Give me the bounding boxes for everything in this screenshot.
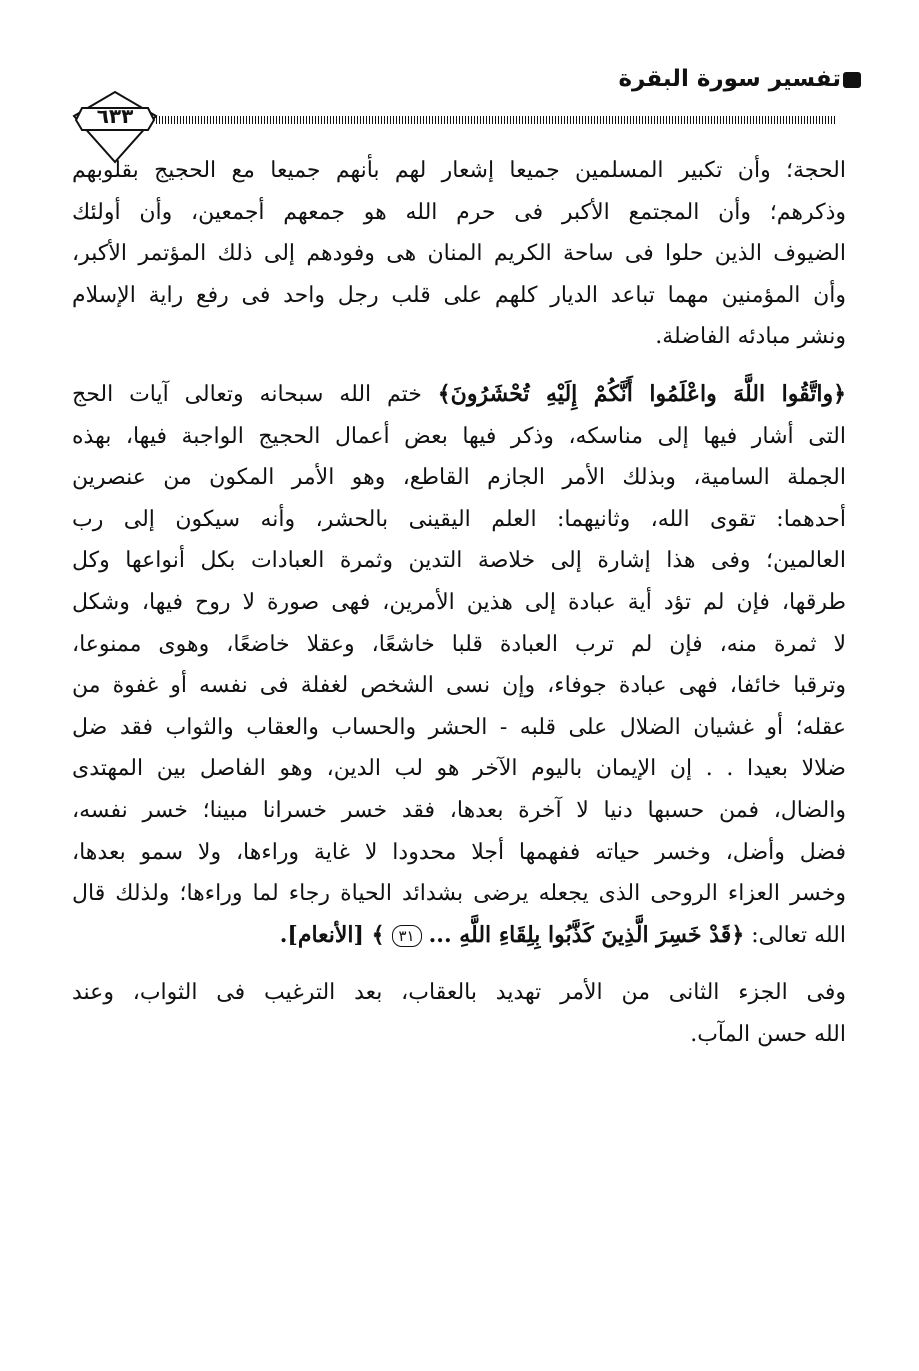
header-bullet-icon <box>843 72 861 88</box>
text-line: الضيوف الذين حلوا فى ساحة الكريم المنان هى وفودهم إلى ذلك المؤتمر الأكبر، <box>72 241 846 267</box>
text-line: طرقها، فإن لم تؤد أية عبادة إلى هذين الأمرين، فهى صورة لا روح فيها، وشكل <box>72 589 846 615</box>
text-line: ضلالا بعيدا . . إن الإيمان باليوم الآخر هو لب الدين، وهو الفاصل بين المهتدى <box>72 756 846 782</box>
text-line <box>72 915 846 957</box>
page-number: ٦٣٣ <box>96 104 134 128</box>
text-line: وذكرهم؛ وأن المجتمع الأكبر فى حرم الله هو جمعهم أجمعين، وأن أولئك <box>72 199 846 225</box>
text-line: وأن المؤمنين مهما تباعد الديار كلهم على قلب رجل واحد فى رفع راية الإسلام <box>72 282 846 308</box>
quran-verse: ﴿واتَّقُوا اللَّهَ واعْلَمُوا أَنَّكُمْ إِلَيْهِ تُحْشَرُونَ﴾ <box>437 380 846 407</box>
text-line: الجملة السامية، وبذلك الأمر الجازم القاطع، وهو الأمر المكون من عنصرين <box>72 465 846 491</box>
text-line: وترقبا خائفا، فهى عبادة جوفاء، وإن نسى الشخص لغفلة فى نفسه أو غفوة من <box>72 673 846 699</box>
text-segment: الله تعالى: <box>751 922 846 948</box>
text-line: الله حسن المآب. <box>690 1021 846 1047</box>
paragraph-1 <box>72 150 846 358</box>
text-line: التى أشار فيها إلى مناسكه، وذكر فيها بعض أعمال الحجيج الواجبة فيها، بهذه <box>72 423 846 449</box>
text-segment: ختم الله سبحانه وتعالى آيات الحج <box>72 381 422 407</box>
text-line: عقله؛ أو غشيان الضلال على قلبه - الحشر والحساب والعقاب والثواب فقد ضل <box>72 714 846 740</box>
quran-verse: ﴿قَدْ خَسِرَ الَّذِينَ كَذَّبُوا بِلِقَاءِ اللَّهِ ... <box>428 921 745 948</box>
text-line: لا ثمرة منه، فإن لم ترب العبادة قلبا خاشعًا، وعقلا خاضعًا، وهوى ممنوعا، <box>72 631 846 657</box>
text-line: الحجة؛ وأن تكبير المسلمين جميعا إشعار لهم بأنهم جميعا مع الحجيج بقلوبهم <box>72 158 846 183</box>
surah-reference: ﴾ [الأنعام]. <box>279 921 385 948</box>
text-line: وفى الجزء الثانى من الأمر تهديد بالعقاب، بعد الترغيب فى الثواب، وعند <box>72 980 846 1006</box>
text-line <box>72 374 846 416</box>
text-line: أحدهما: تقوى الله، وثانيهما: العلم اليقينى بالحشر، وأنه سيكون إلى رب <box>72 506 846 532</box>
header-rule <box>156 116 837 124</box>
text-line: العالمين؛ وفى هذا إشارة إلى خلاصة التدين وثمرة العبادات بكل أنواعها وكل <box>72 548 846 574</box>
running-header-title: تفسير سورة البقرة <box>618 66 841 92</box>
text-line: وخسر العزاء الروحى الذى يجعله يرضى بشدائد الحياة رجاء لما وراءها؛ ولذلك قال <box>72 881 846 907</box>
text-line: ونشر مبادئه الفاضلة. <box>655 324 846 350</box>
paragraph-2 <box>72 374 846 956</box>
text-line: فضل وأضل، وخسر حياته ففهمها أجلا محدودا لا غاية وراءها، ولا سمو بعدها، <box>72 839 846 865</box>
body-text <box>72 150 846 1055</box>
ayah-number: ٣١ <box>392 925 422 947</box>
text-line: والضال، فمن حسبها دنيا لا آخرة بعدها، فقد خسر خسرانا مبينا؛ خسر نفسه، <box>72 797 846 823</box>
paragraph-3 <box>72 972 846 1055</box>
